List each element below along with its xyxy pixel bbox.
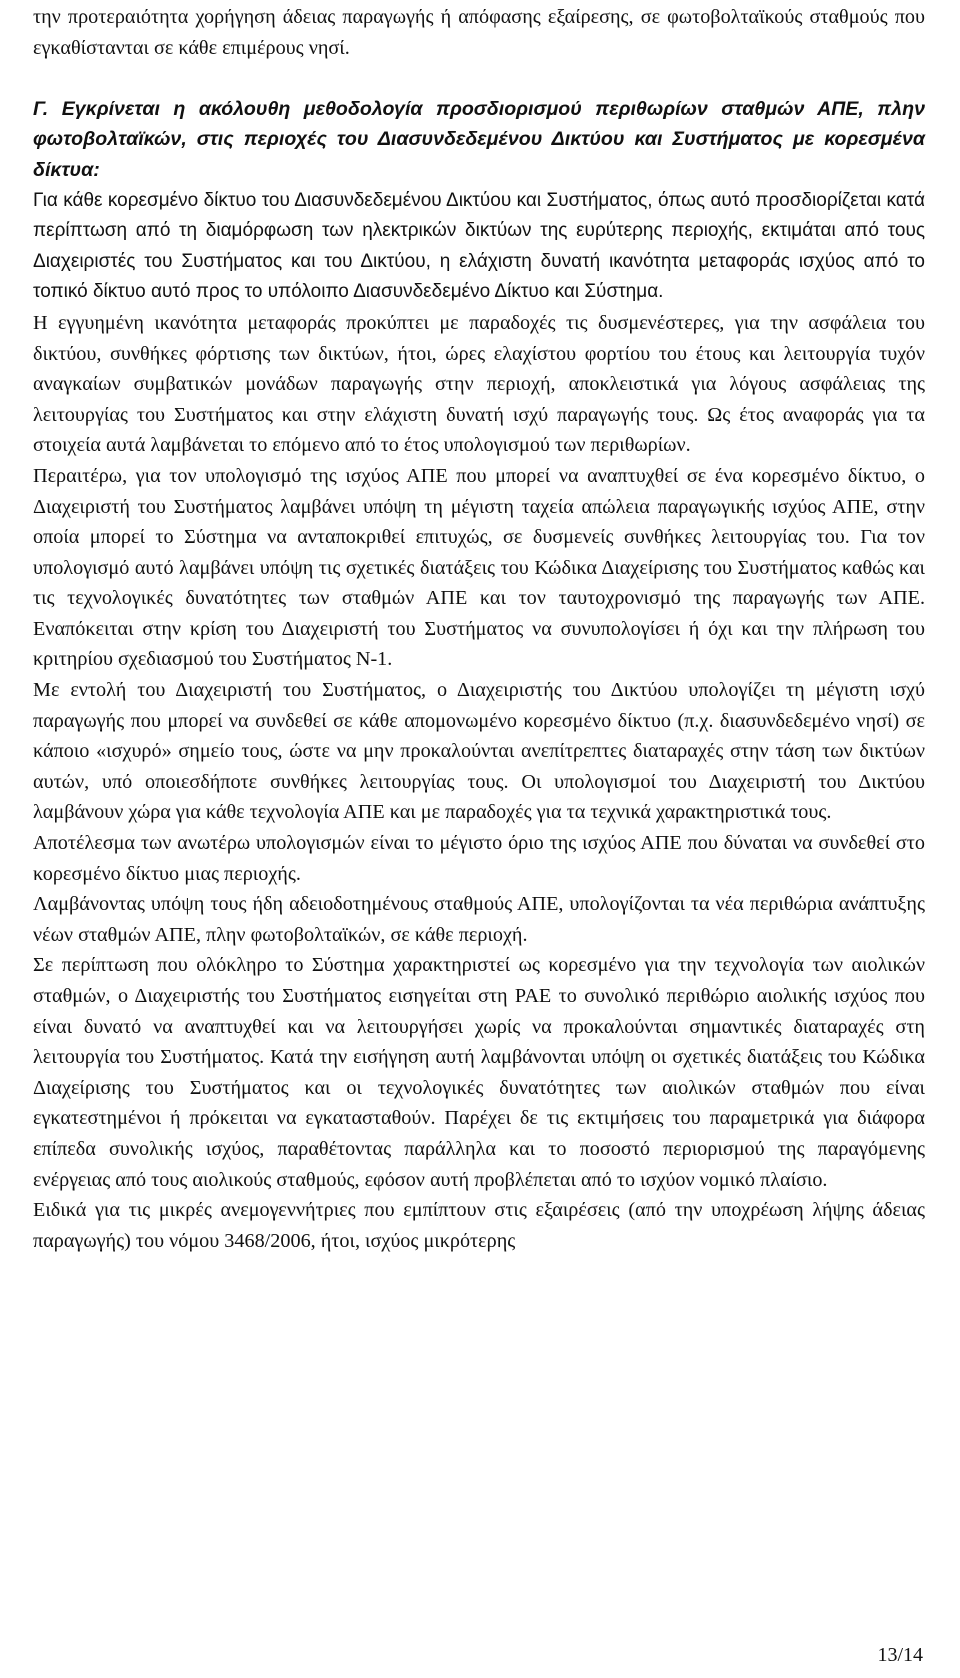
intro-paragraph: την προτεραιότητα χορήγηση άδειας παραγωγής ή απόφασης εξαίρεσης, σε φωτοβολταϊκούς σταθμούς που εγκαθίστανται σε κάθε επιμέρους νησί. [33,6,925,59]
body-paragraph: Για κάθε κορεσμένο δίκτυο του Διασυνδεδεμένου Δικτύου και Συστήματος, όπως αυτό προσδιορίζεται κατά περίπτωση από τη διαμόρφωση των ηλεκτρικών δικτύων της ευρύτερης περιοχής, εκτιμάται από τους Διαχειριστές του Συστήματος και του Δικτύου, η ελάχιστη δυνατή ικανότητα μεταφοράς ισχύος από το τοπικό δίκτυο αυτό προς το υπόλοιπο Διασυνδεδεμένο Δίκτυο και Σύστημα. [33,189,925,303]
body-paragraph: Περαιτέρω, για τον υπολογισμό της ισχύος ΑΠΕ που μπορεί να αναπτυχθεί σε ένα κορεσμένο δίκτυο, ο Διαχειριστή του Συστήματος λαμβάνει υπόψη τη μέγιστη ταχεία απώλεια παραγωγικής ισχύος ΑΠΕ, στην οποία μπορεί το Σύστημα να ανταποκριθεί επιτυχώς, σε δυσμενείς συνθήκες λειτουργίας του. Για τον υπολογισμό αυτό λαμβάνει υπόψη τις σχετικές διατάξεις του Κώδικα Διαχείρισης του Συστήματος καθώς και τις τεχνολογικές δυνατότητες των σταθμών ΑΠΕ και τον ταυτοχρονισμό της παραγωγής των ΑΠΕ. Εναπόκειται στην κρίση του Διαχειριστή του Συστήματος να συνυπολογίσει ή όχι και την πλήρωση του κριτηρίου σχεδιασμού του Συστήματος Ν-1. [33,464,925,671]
body-paragraph: Αποτέλεσμα των ανωτέρω υπολογισμών είναι το μέγιστο όριο της ισχύος ΑΠΕ που δύναται να συνδεθεί στο κορεσμένο δίκτυο μιας περιοχής. [33,832,925,885]
body-paragraph: Η εγγυημένη ικανότητα μεταφοράς προκύπτει με παραδοχές τις δυσμενέστερες, για την ασφάλεια του δικτύου, συνθήκες φόρτισης των δικτύων, ήτοι, ώρες ελαχίστου φορτίου του έτους και λειτουργία τυχόν αναγκαίων συμβατικών μονάδων παραγωγής στην περιοχή, αποκλειστικά για λόγους ασφάλειας της λειτουργίας του Συστήματος και στην ελάχιστη δυνατή ισχύ παραγωγής τους. Ως έτος αναφοράς για τα στοιχεία αυτά λαμβάνεται το επόμενο από το έτος υπολογισμού των περιθωρίων. [33,311,925,457]
body-paragraph: Ειδικά για τις μικρές ανεμογεννήτριες που εμπίπτουν στις εξαιρέσεις (από την υποχρέωση λήψης άδειας παραγωγής) του νόμου 3468/2006, ήτοι, ισχύος μικρότερης [33,1199,925,1252]
body-paragraph: Λαμβάνοντας υπόψη τους ήδη αδειοδοτημένους σταθμούς ΑΠΕ, υπολογίζονται τα νέα περιθώρια ανάπτυξης νέων σταθμών ΑΠΕ, πλην φωτοβολταϊκών, σε κάθε περιοχή. [33,893,925,946]
section-heading: Γ. Εγκρίνεται η ακόλουθη μεθοδολογία προσδιορισμού περιθωρίων σταθμών ΑΠΕ, πλην φωτοβολταϊκών, στις περιοχές του Διασυνδεδεμένου Δικτύου και Συστήματος με κορεσμένα δίκτυα: [33,97,925,181]
body-paragraph: Με εντολή του Διαχειριστή του Συστήματος, ο Διαχειριστής του Δικτύου υπολογίζει τη μέγιστη ισχύ παραγωγής που μπορεί να συνδεθεί σε κάθε απομονωμένο κορεσμένο δίκτυο (π.χ. διασυνδεδεμένο νησί) σε κάποιο «ισχυρό» σημείο τους, ώστε να μην προκαλούνται ανεπίτρεπτες διαταραχές στην τάση των δικτύων αυτών, υπό οποιεσδήποτε συνθήκες λειτουργίας τους. Οι υπολογισμοί του Διαχειριστή του Δικτύου λαμβάνουν χώρα για κάθε τεχνολογία ΑΠΕ και με παραδοχές για τα τεχνικά χαρακτηριστικά τους. [33,679,925,824]
document-body [33,2,925,1256]
body-paragraph: Σε περίπτωση που ολόκληρο το Σύστημα χαρακτηριστεί ως κορεσμένο για την τεχνολογία των αιολικών σταθμών, ο Διαχειριστής του Συστήματος εισηγείται στη ΡΑΕ το συνολικό περιθώριο αιολικής ισχύος που είναι δυνατό να αναπτυχθεί και να λειτουργήσει χωρίς να προκαλούνται σημαντικές διαταραχές στη λειτουργία του Συστήματος. Κατά την εισήγηση αυτή λαμβάνονται υπόψη οι σχετικές διατάξεις του Κώδικα Διαχείρισης του Συστήματος και οι τεχνολογικές δυνατότητες των αιολικών σταθμών που είναι εγκατεστημένοι ή πρόκειται να εγκατασταθούν. Παρέχει δε τις εκτιμήσεις του παραμετρικά για διάφορα επίπεδα συνολικής ισχύος, παραθέτοντας παράλληλα και το ποσοστό περιορισμού της παραγόμενης ενέργειας από τους αιολικούς σταθμούς, εφόσον αυτή προβλέπεται από το ισχύον νομικό πλαίσιο. [33,954,925,1191]
page-number: 13/14 [877,1644,923,1666]
